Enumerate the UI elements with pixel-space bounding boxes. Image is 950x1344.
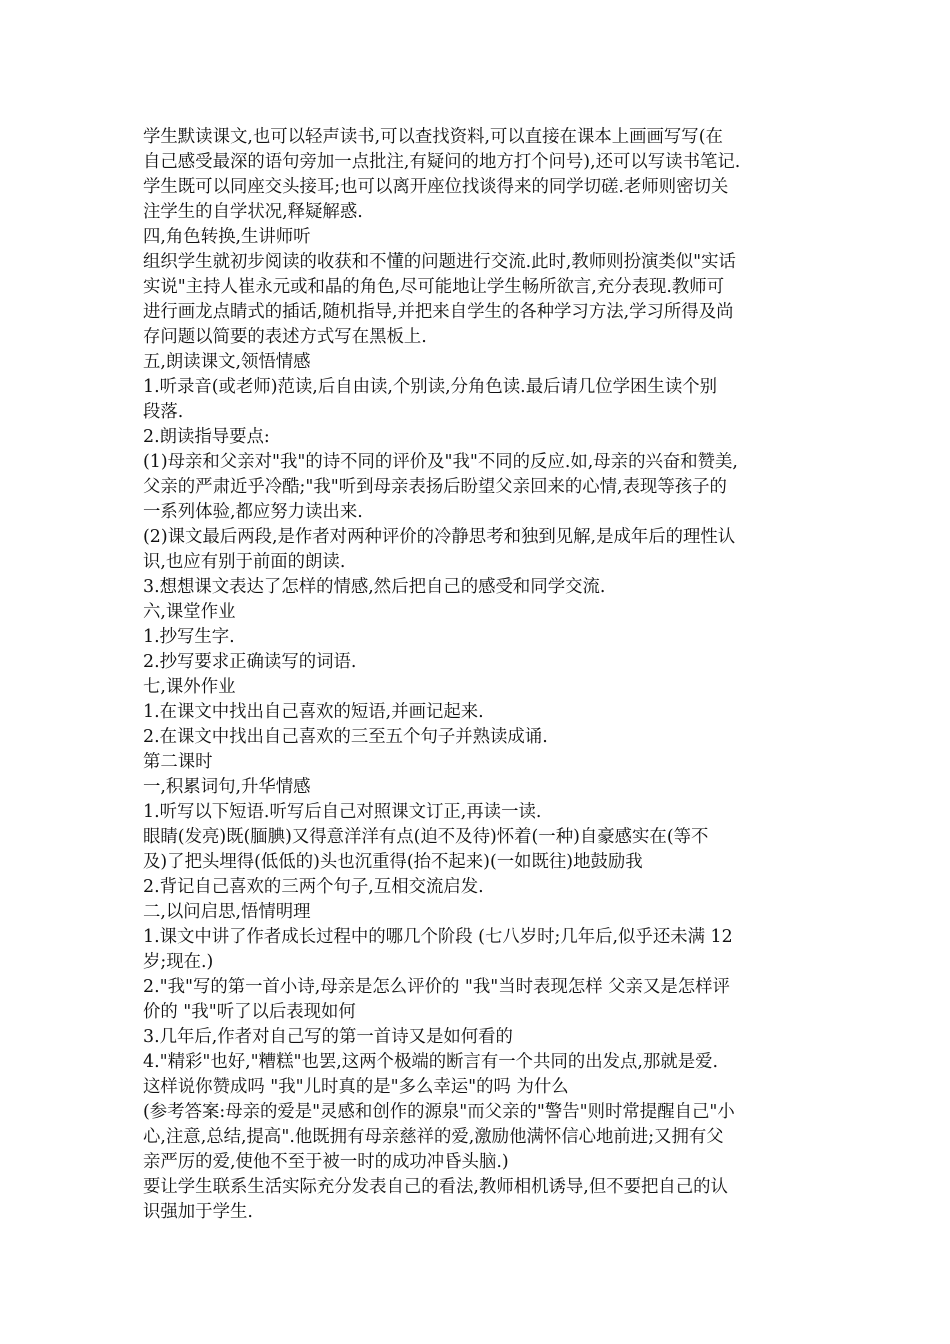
text-line: 注学生的自学状况,释疑解惑.: [143, 202, 363, 222]
text-line: 一系列体验,都应努力读出来.: [143, 502, 363, 522]
text-line: 学生默读课文,也可以轻声读书,可以查找资料,可以直接在课本上画画写写(在: [143, 127, 723, 147]
text-line: 2.朗读指导要点:: [143, 427, 270, 447]
text-line: (2)课文最后两段,是作者对两种评价的冷静思考和独到见解,是成年后的理性认: [143, 527, 736, 547]
text-line: 1.课文中讲了作者成长过程中的哪几个阶段 (七八岁时;几年后,似乎还未满 12: [143, 927, 733, 947]
text-line: 心,注意,总结,提高".他既拥有母亲慈祥的爱,激励他满怀信心地前进;又拥有父: [143, 1127, 724, 1147]
text-line: 及)了把头埋得(低低的)头也沉重得(抬不起来)(一如既往)地鼓励我: [143, 852, 643, 872]
text-line: 4."精彩"也好,"糟糕"也罢,这两个极端的断言有一个共同的出发点,那就是爱.: [143, 1052, 719, 1072]
document-body: [143, 125, 823, 1225]
text-line: 亲严厉的爱,使他不至于被一时的成功冲昏头脑.): [143, 1152, 509, 1172]
text-line: 2.背记自己喜欢的三两个句子,互相交流启发.: [143, 877, 484, 897]
text-line: 识强加于学生.: [143, 1202, 253, 1222]
text-line: 父亲的严肃近乎冷酷;"我"听到母亲表扬后盼望父亲回来的心情,表现等孩子的: [143, 477, 727, 497]
text-line: 二,以问启思,悟情明理: [143, 902, 311, 922]
text-line: 五,朗读课文,领悟情感: [143, 352, 311, 372]
text-line: 1.听写以下短语.听写后自己对照课文订正,再读一读.: [143, 802, 542, 822]
text-line: 1.抄写生字.: [143, 627, 235, 647]
text-line: 学生既可以同座交头接耳;也可以离开座位找谈得来的同学切磋.老师则密切关: [143, 177, 729, 197]
text-line: 1.听录音(或老师)范读,后自由读,个别读,分角色读.最后请几位学困生读个别: [143, 377, 717, 397]
text-line: 价的 "我"听了以后表现如何: [143, 1002, 356, 1022]
text-line: 识,也应有别于前面的朗读.: [143, 552, 346, 572]
text-line: 组织学生就初步阅读的收获和不懂的问题进行交流.此时,教师则扮演类似"实话: [143, 252, 736, 272]
text-line: 四,角色转换,生讲师听: [143, 227, 311, 247]
text-line: 七,课外作业: [143, 677, 236, 697]
text-line: 六,课堂作业: [143, 602, 236, 622]
text-line: 3.想想课文表达了怎样的情感,然后把自己的感受和同学交流.: [143, 577, 606, 597]
text-line: 眼睛(发亮)既(腼腆)又得意洋洋有点(迫不及待)怀着(一种)自豪感实在(等不: [143, 827, 709, 847]
text-line: 2."我"写的第一首小诗,母亲是怎么评价的 "我"当时表现怎样 父亲又是怎样评: [143, 977, 730, 997]
text-line: 1.在课文中找出自己喜欢的短语,并画记起来.: [143, 702, 484, 722]
text-line: (参考答案:母亲的爱是"灵感和创作的源泉"而父亲的"警告"则时常提醒自己"小: [143, 1102, 735, 1122]
text-line: 存问题以简要的表述方式写在黑板上.: [143, 327, 427, 347]
text-line: 这样说你赞成吗 "我"儿时真的是"多么幸运"的吗 为什么: [143, 1077, 569, 1097]
text-line: 2.抄写要求正确读写的词语.: [143, 652, 357, 672]
text-line: 段落.: [143, 402, 184, 422]
text-line: 进行画龙点睛式的插话,随机指导,并把来自学生的各种学习方法,学习所得及尚: [143, 302, 734, 322]
text-line: (1)母亲和父亲对"我"的诗不同的评价及"我"不同的反应.如,母亲的兴奋和赞美,: [143, 452, 738, 472]
text-line: 实说"主持人崔永元或和晶的角色,尽可能地让学生畅所欲言,充分表现.教师可: [143, 277, 725, 297]
text-line: 自己感受最深的语句旁加一点批注,有疑问的地方打个问号),还可以写读书笔记.: [143, 152, 741, 172]
text-line: 岁;现在.): [143, 952, 214, 972]
text-line: 要让学生联系生活实际充分发表自己的看法,教师相机诱导,但不要把自己的认: [143, 1177, 728, 1197]
text-line: 第二课时: [143, 752, 213, 772]
text-line: 一,积累词句,升华情感: [143, 777, 311, 797]
text-line: 2.在课文中找出自己喜欢的三至五个句子并熟读成诵.: [143, 727, 548, 747]
text-line: 3.几年后,作者对自己写的第一首诗又是如何看的: [143, 1027, 513, 1047]
